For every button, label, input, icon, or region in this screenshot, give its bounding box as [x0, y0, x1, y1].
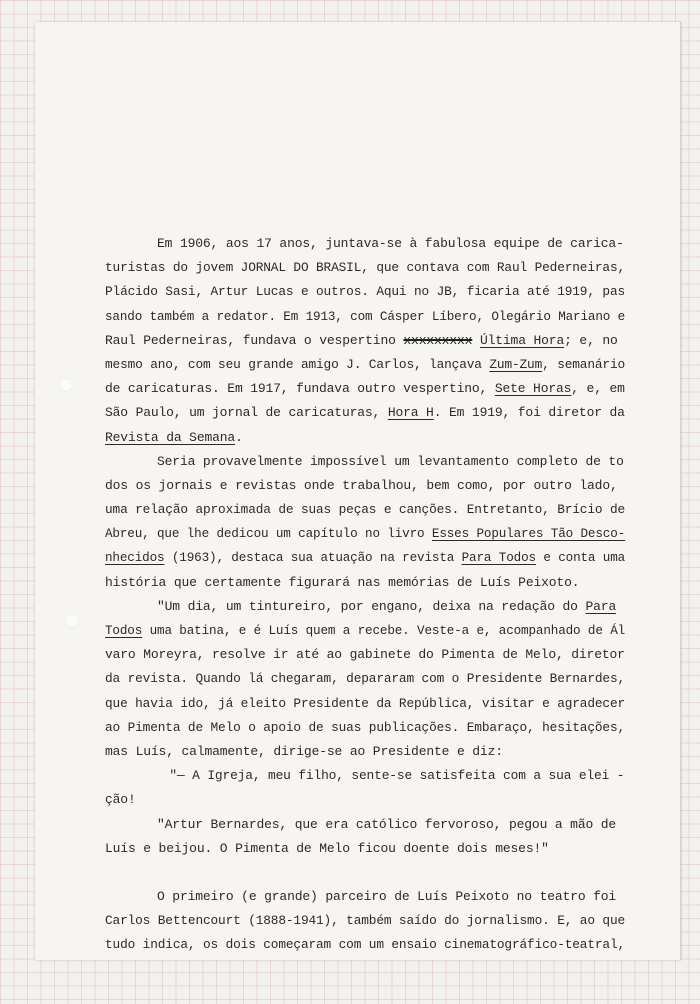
text-segment: uma batina, e é Luís quem a recebe. Veste-a e, acompanhado de Ál: [142, 623, 626, 638]
text-line: [105, 353, 626, 377]
text-segment: mas Luís, calmamente, dirige-se ao Presidente e diz:: [105, 743, 503, 759]
text-segment: que havia ido, já eleito Presidente da República, visitar e agradecer: [105, 695, 626, 711]
text-line: [105, 401, 624, 425]
text-segment: "Artur Bernardes, que era católico fervoroso, pegou a mão de: [157, 816, 617, 832]
text-line: [105, 377, 624, 401]
underlined-title: Hora H: [387, 405, 434, 421]
text-line: [105, 643, 624, 667]
text-line: [105, 619, 626, 643]
text-segment: Seria provavelmente impossível um levantamento completo de to: [157, 453, 624, 469]
text-line: [105, 788, 625, 812]
text-line: [105, 716, 626, 740]
text-line: [105, 498, 626, 522]
text-line: [105, 571, 625, 595]
text-line: [105, 861, 625, 885]
text-segment: tudo indica, os dois começaram com um ensaio cinematográfico-teatral,: [105, 937, 626, 953]
text-segment: dos os jornais e revistas onde trabalhou, bem como, por outro lado,: [105, 477, 618, 493]
text-line: [105, 667, 626, 691]
text-segment: . Em 1919, foi diretor da: [433, 405, 625, 421]
underlined-title: Todos: [105, 623, 143, 638]
text-line: [105, 450, 625, 474]
text-segment: Abreu, que lhe dedicou um capítulo no livro: [105, 526, 432, 542]
text-segment: de caricaturas. Em 1917, fundava outro vespertino,: [105, 381, 495, 397]
text-line: [105, 692, 626, 716]
text-line: [105, 813, 625, 837]
text-segment: , e, em: [571, 381, 625, 397]
text-segment: O primeiro (e grande) parceiro de Luís Peixoto no teatro foi: [157, 889, 617, 905]
text-line: [105, 546, 626, 570]
text-segment: história que certamente figurará nas memórias de Luís Peixoto.: [105, 574, 580, 590]
text-segment: Plácido Sasi, Artur Lucas e outros. Aqui no JB, ficaria até 1919, pas: [105, 284, 626, 300]
text-line: [105, 595, 625, 619]
text-line: [105, 232, 625, 256]
text-segment: mesmo ano, com seu grande amigo J. Carlos, lançava: [105, 356, 490, 372]
punch-hole-top: [59, 378, 73, 392]
underlined-title: Zum-Zum: [489, 356, 543, 372]
text-line: [105, 764, 625, 788]
underlined-title: Última Hora: [479, 332, 565, 348]
typewritten-text: [105, 232, 625, 958]
text-segment: turistas do jovem JORNAL DO BRASIL, que contava com Raul Pederneiras,: [105, 260, 626, 276]
text-line: [105, 522, 626, 546]
text-segment: (1963), destaca sua atuação na revista: [164, 550, 462, 566]
underlined-title: Para: [585, 598, 617, 614]
text-segment: , semanário: [542, 356, 626, 372]
underlined-title: Esses Populares Tão Desco-: [431, 526, 626, 542]
text-line: [105, 305, 626, 329]
text-segment: ção!: [105, 792, 136, 808]
text-segment: ao Pimenta de Melo o apoio de suas publicações. Embaraço, hesitações,: [105, 719, 626, 735]
underlined-title: Revista da Semana: [105, 429, 236, 445]
text-line: [105, 426, 625, 450]
underlined-title: Sete Horas: [494, 381, 572, 397]
text-segment: Raul Pederneiras, fundava o vespertino: [105, 332, 404, 348]
text-segment: Luís e beijou. O Pimenta de Melo ficou doente dois meses!": [105, 840, 549, 856]
text-segment: varo Moreyra, resolve ir até ao gabinete do Pimenta de Melo, diretor: [105, 647, 625, 663]
text-line: [105, 885, 625, 909]
text-segment: ; e, no: [564, 332, 618, 348]
text-line: [105, 933, 626, 957]
text-segment: uma relação aproximada de suas peças e canções. Entretanto, Brício de: [105, 502, 626, 518]
text-segment: "— A Igreja, meu filho, sente-se satisfeita com a sua elei -: [169, 768, 625, 784]
underlined-title: nhecidos: [105, 550, 165, 566]
text-line: [105, 329, 625, 353]
text-line: [105, 280, 626, 304]
text-line: [105, 837, 625, 861]
text-segment: .: [235, 429, 243, 445]
text-segment: Carlos Bettencourt (1888-1941), também saído do jornalismo. E, ao que: [105, 913, 626, 929]
text-line: [105, 474, 625, 498]
text-line: [105, 909, 626, 933]
punch-hole-bottom: [65, 614, 79, 628]
text-segment: São Paulo, um jornal de caricaturas,: [105, 405, 388, 421]
struck-out-text: xxxxxxxxx: [403, 332, 473, 348]
text-line: [105, 256, 626, 280]
text-line: [105, 740, 625, 764]
text-segment: [472, 329, 480, 353]
text-segment: sando também a redator. Em 1913, com Cásper Líbero, Olegário Mariano e: [105, 308, 626, 324]
underlined-title: Para Todos: [461, 550, 536, 566]
text-segment: e conta uma: [535, 550, 626, 566]
text-segment: da revista. Quando lá chegaram, depararam com o Presidente Bernardes,: [105, 671, 626, 687]
text-segment: Em 1906, aos 17 anos, juntava-se à fabulosa equipe de carica-: [157, 236, 624, 251]
text-segment: "Um dia, um tintureiro, por engano, deixa na redação do: [157, 598, 586, 614]
